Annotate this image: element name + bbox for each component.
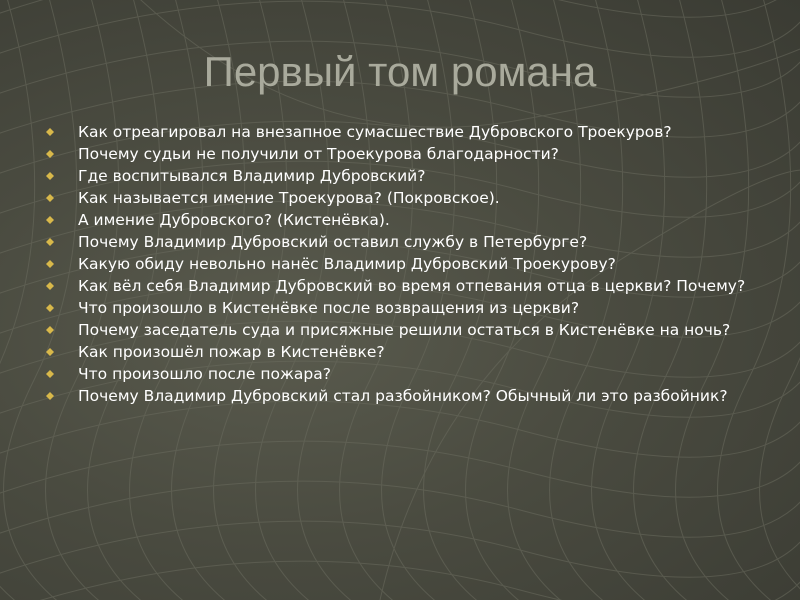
list-item-text: Почему Владимир Дубровский оставил службу в Петербурге? [78,233,588,251]
list-item [46,144,766,164]
diamond-bullet-icon [46,128,54,136]
list-item-text: Как вёл себя Владимир Дубровский во время отпевания отца в церкви? Почему? [78,277,746,295]
diamond-bullet-icon [46,194,54,202]
list-item [46,276,766,296]
list-item-text: Как отреагировал на внезапное сумасшествие Дубровского Троекуров? [78,123,672,141]
list-item-text: Как произошёл пожар в Кистенёвке? [78,343,385,361]
list-item [46,298,766,318]
question-list [46,122,766,408]
list-item [46,188,766,208]
diamond-bullet-icon [46,326,54,334]
list-item-text: Почему судьи не получили от Троекурова благодарности? [78,145,559,163]
diamond-bullet-icon [46,216,54,224]
list-item-text: А имение Дубровского? (Кистенёвка). [78,211,390,229]
list-item-text: Что произошло после пожара? [78,365,331,383]
list-item [46,364,766,384]
slide-title: Первый том романа [203,48,597,95]
list-item-text: Что произошло в Кистенёвке после возвращения из церкви? [78,299,580,317]
list-item [46,320,766,340]
list-item [46,232,766,252]
diamond-bullet-icon [46,260,54,268]
list-item-text: Как называется имение Троекурова? (Покровское). [78,189,500,207]
list-item [46,122,766,142]
list-item [46,342,766,362]
list-item [46,210,766,230]
diamond-bullet-icon [46,238,54,246]
diamond-bullet-icon [46,172,54,180]
diamond-bullet-icon [46,282,54,290]
diamond-bullet-icon [46,370,54,378]
list-item-text: Какую обиду невольно нанёс Владимир Дубровский Троекурову? [78,255,616,273]
list-item-text: Где воспитывался Владимир Дубровский? [78,167,426,185]
diamond-bullet-icon [46,150,54,158]
diamond-bullet-icon [46,304,54,312]
diamond-bullet-icon [46,348,54,356]
diamond-bullet-icon [46,392,54,400]
list-item-text: Почему Владимир Дубровский стал разбойником? Обычный ли это разбойник? [78,387,728,405]
list-item [46,254,766,274]
list-item-text: Почему заседатель суда и присяжные решили остаться в Кистенёвке на ночь? [78,321,731,339]
list-item [46,386,766,406]
list-item [46,166,766,186]
